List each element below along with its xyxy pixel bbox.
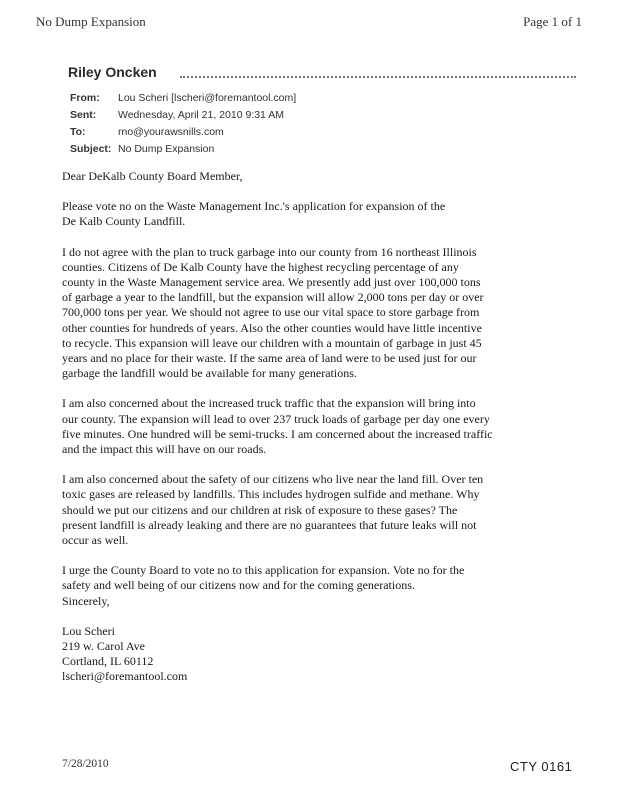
document-code: CTY 0161	[510, 759, 573, 774]
paragraph-recycling: I do not agree with the plan to truck garbage into our county from 16 northeast Illinois counties. Citizens of De Kalb County have the highest recycling percentage of any county in the Waste Management service area. We presently add just over 100,000 tons of garbage a year to the landfill, but the expansion will allow 2,000 tons per day or over 700,000 tons per year. We should not agree to use our vital space to store garbage from other counties for hundreds of years. Also the other counties would have little incentive to recycle. This expansion will leave our children with a mountain of garbage in just 45 years and no place for their waste. If the same area of land were to be used just for our garbage the landfill would be available for many generations.	[62, 244, 484, 381]
page-header-title: No Dump Expansion	[36, 14, 146, 29]
subject-label: Subject:	[70, 143, 112, 155]
from-value: Lou Scheri [lscheri@foremantool.com]	[118, 92, 297, 104]
from-label: From:	[70, 92, 100, 104]
footer-date: 7/28/2010	[62, 758, 109, 770]
header-dotted-divider	[180, 76, 576, 78]
subject-row	[70, 143, 296, 160]
to-row	[70, 126, 296, 143]
signature-block: Lou Scheri 219 w. Carol Ave Cortland, IL 60112 lscheri@foremantool.com	[62, 623, 188, 684]
to-label: To:	[70, 126, 86, 138]
sender-name: Riley Oncken	[68, 64, 157, 80]
letter-body	[62, 169, 532, 685]
sent-label: Sent:	[70, 109, 97, 121]
salutation: Dear DeKalb County Board Member,	[62, 169, 243, 183]
subject-value: No Dump Expansion	[118, 143, 215, 155]
from-row	[70, 92, 296, 109]
to-value: rno@yourawsnills.com	[118, 126, 224, 138]
paragraph-safety: I am also concerned about the safety of our citizens who live near the land fill. Over ten toxic gases are released by landfills. This includes hydrogen sulfide and methane. Why should we put our citizens and our children at risk of exposure to these gases? The present landfill is already leaking and there are no guarantees that future leaks will not occur as well.	[62, 472, 484, 548]
paragraph-closing: I urge the County Board to vote no to this application for expansion. Vote no for the safety and well being of our citizens now and for the coming generations. Sincerely,	[62, 563, 465, 608]
sent-row	[70, 109, 296, 126]
email-metadata	[70, 92, 296, 160]
paragraph-request: Please vote no on the Waste Management Inc.'s application for expansion of the De Kalb County Landfill.	[62, 199, 446, 229]
sent-value: Wednesday, April 21, 2010 9:31 AM	[118, 109, 284, 121]
page-number: Page 1 of 1	[523, 14, 582, 29]
paragraph-traffic: I am also concerned about the increased truck traffic that the expansion will bring into our county. The expansion will lead to over 237 truck loads of garbage per day one every five minutes. One hundred will be semi-trucks. I am concerned about the increased traffic and the impact this will have on our roads.	[62, 396, 493, 457]
